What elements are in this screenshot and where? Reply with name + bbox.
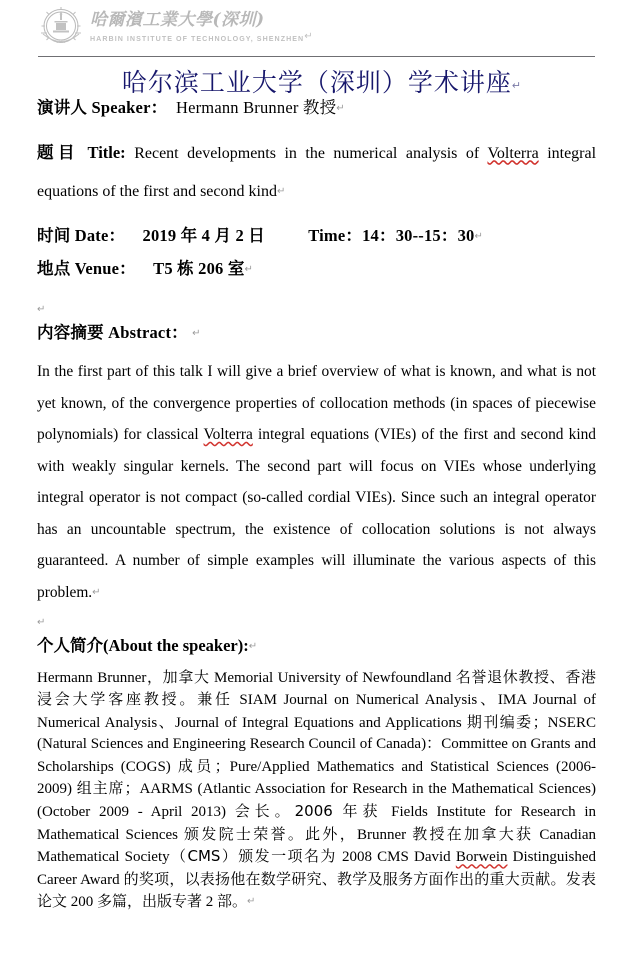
bio-seg-20: 教授在加拿大获 xyxy=(412,824,534,843)
bio-heading-cn: 个人简介 xyxy=(37,636,103,655)
bio-seg-6: 、 xyxy=(477,690,498,709)
bio-seg-25: Distinguished Career Award xyxy=(37,849,597,888)
bio-seg-16: 会长。2006 年获 xyxy=(234,802,383,821)
bio-heading xyxy=(37,638,596,655)
speaker-field xyxy=(37,100,596,117)
abstract-text-part2: integral equations (VIEs) of the first and second kind with weakly singular kernels. The second part will focus on VIEs whose underlying integral operator is not compact (so-called cordial VIEs). Since such an integral operator has an uncountable spectrum, the existence of collocation solutions is not always guaranteed. A number of simple examples will illuminate the various aspects of this problem. xyxy=(37,426,596,601)
svg-text:1920: 1920 xyxy=(56,40,66,44)
header-separator-rule xyxy=(38,56,595,57)
bio-seg-24: 2008 CMS David xyxy=(336,849,456,866)
logo-chinese-name: 哈爾濱工業大學(深圳) xyxy=(90,10,265,31)
date-field xyxy=(37,225,596,245)
talk-title-field xyxy=(37,134,596,211)
bio-seg-28: 多篇，出版专著 xyxy=(97,892,203,911)
paragraph-mark: ↵ xyxy=(474,230,483,242)
bio-seg-7: IMA Journal of Numerical Analysis xyxy=(37,692,596,731)
talk-title-value-part2: integral equations of the first and second kind xyxy=(37,144,597,200)
time-value: 14：30--15：30 xyxy=(362,225,475,245)
abstract-heading-en: Abstract： xyxy=(108,322,188,342)
bio-seg-2: 加拿大 xyxy=(162,667,210,686)
university-logo xyxy=(38,6,313,50)
bio-seg-9: Journal of Integral Equations and Applications xyxy=(175,714,467,731)
bio-seg-18: 颁发院士荣誉。此外， xyxy=(184,824,358,843)
date-label-en: Date： xyxy=(74,225,126,245)
abstract-heading-cn: 内容摘要 xyxy=(37,322,104,342)
paragraph-mark: ↵ xyxy=(244,264,253,275)
venue-label-cn: 地点 xyxy=(37,259,71,278)
bio-seg-15: AARMS (Atlantic Association for Research in the Mathematical Sciences) (October 2009 - April 2013) xyxy=(37,781,596,821)
bio-seg-4: 名誉退休教授、香港浸会大学客座教授。兼任 xyxy=(37,667,596,709)
bio-seg-22: （CMS） xyxy=(169,847,239,866)
talk-title-label-cn: 题目 xyxy=(37,142,79,162)
bio-seg-21: Canadian Mathematical Society xyxy=(37,826,596,866)
abstract-paragraph xyxy=(37,356,596,608)
paragraph-mark: ↵ xyxy=(247,896,256,908)
paragraph-mark: ↵ xyxy=(511,80,522,92)
abstract-misspelled-word: Volterra xyxy=(203,426,253,443)
bio-seg-19: Brunner xyxy=(357,826,413,843)
paragraph-mark: ↵ xyxy=(248,641,258,652)
time-label: Time： xyxy=(308,225,363,245)
bio-seg-27: 200 xyxy=(67,894,98,911)
paragraph-mark: ↵ xyxy=(37,617,46,628)
hit-shenzhen-crest-icon xyxy=(38,6,84,50)
venue-label-en: Venue： xyxy=(74,259,136,278)
blank-paragraph xyxy=(37,608,596,638)
bio-misspelled-word: Borwein xyxy=(455,849,508,866)
paragraph-mark: ↵ xyxy=(276,185,286,197)
blank-paragraph xyxy=(37,295,596,325)
bio-seg-13: Pure/Applied Mathematics and Statistical Sciences (2006-2009) xyxy=(37,758,596,798)
logo-english-name: HARBIN INSTITUTE OF TECHNOLOGY, SHENZHEN↵ xyxy=(90,31,313,44)
document-body xyxy=(37,100,596,914)
venue-field xyxy=(37,261,596,278)
bio-seg-8: 、 xyxy=(157,712,176,731)
paragraph-mark: ↵ xyxy=(192,327,201,339)
paragraph-mark: ↵ xyxy=(336,103,345,114)
bio-seg-23: 颁发一项名为 xyxy=(238,847,337,866)
logo-wordmark xyxy=(90,12,313,43)
bio-seg-17: Fields Institute for Research in Mathematical Sciences xyxy=(37,804,596,843)
talk-title-label-en: Title: xyxy=(87,142,126,162)
bio-heading-en: (About the speaker): xyxy=(103,636,249,655)
document-header xyxy=(0,0,643,58)
date-value: 2019 年 4 月 2 日 xyxy=(142,225,265,245)
bio-seg-12: 成员； xyxy=(177,756,230,775)
bio-seg-14: 组主席； xyxy=(76,779,140,798)
venue-value: T5 栋 206 室 xyxy=(153,259,245,278)
bio-seg-10: 期刊编委； xyxy=(466,712,548,731)
speaker-label-cn: 演讲人 xyxy=(37,98,88,117)
talk-title-misspelled-word: Volterra xyxy=(487,144,539,162)
abstract-text-part1: In the first part of this talk I will give a brief overview of what is known, and what is not yet known, of the convergence properties of collocation methods (in spaces of piecewise polynomials) for classical xyxy=(37,363,596,443)
paragraph-mark: ↵ xyxy=(37,303,46,315)
bio-seg-5: SIAM Journal on Numerical Analysis xyxy=(232,692,478,709)
date-label-cn: 时间 xyxy=(37,225,71,245)
abstract-heading xyxy=(37,322,596,342)
bio-seg-30: 部。 xyxy=(217,892,248,911)
paragraph-mark: ↵ xyxy=(92,586,101,598)
page-title-text: 哈尔滨工业大学（深圳）学术讲座 xyxy=(121,68,512,97)
bio-seg-29: 2 xyxy=(202,894,218,911)
bio-seg-1: Hermann Brunner， xyxy=(37,669,163,686)
bio-seg-11: NSERC (Natural Sciences and Engineering Research Council of Canada)：Committee on Grants and Scholarships (COGS) xyxy=(37,714,596,775)
speaker-value: Hermann Brunner 教授 xyxy=(175,98,337,117)
bio-seg-26: 的奖项，以表扬他在数学研究、教学及服务方面作出的重大贡献。发表论文 xyxy=(37,869,596,911)
speaker-label-en: Speaker： xyxy=(91,98,168,117)
page-title xyxy=(0,63,643,99)
talk-title-value-part1: Recent developments in the numerical analysis of xyxy=(134,144,488,162)
bio-paragraph xyxy=(37,667,596,915)
paragraph-mark: ↵ xyxy=(304,31,313,43)
bio-seg-3: Memorial University of Newfoundland xyxy=(209,669,456,686)
